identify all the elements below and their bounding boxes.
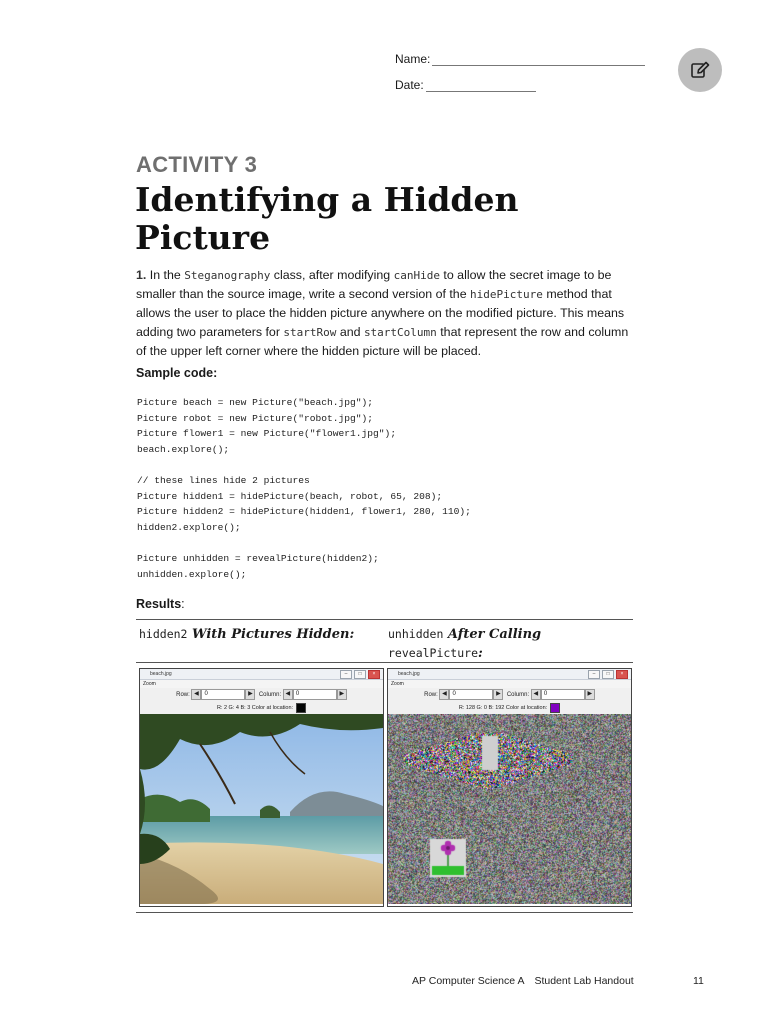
footer-course: AP Computer Science A [412, 975, 525, 987]
beach-image [140, 714, 383, 904]
table-header-rule [136, 662, 633, 663]
code-line: Picture robot = new Picture("robot.jpg"); [137, 412, 374, 424]
question-text: class, after modifying [270, 268, 394, 282]
right-explorer-window [387, 668, 632, 907]
row-input[interactable]: 0 [201, 689, 245, 700]
inline-code: canHide [393, 269, 440, 282]
inline-code: startRow [283, 325, 337, 339]
zoom-menu[interactable]: Zoom [140, 680, 383, 688]
left-column-header [139, 625, 354, 644]
pixel-status [140, 702, 383, 714]
noise-image [388, 714, 631, 904]
close-button[interactable]: × [616, 670, 628, 679]
question-paragraph [136, 266, 636, 360]
row-prev-button[interactable]: ◀ [191, 689, 201, 700]
question-text: that represent the row and column of the upper left corner where the hidden picture will be placed. [136, 324, 629, 358]
minimize-button[interactable]: – [588, 670, 600, 679]
left-header-code: hidden2 [139, 627, 188, 641]
window-titlebar [140, 669, 383, 680]
window-title: beach.jpg [150, 671, 172, 677]
question-number: 1. [136, 268, 147, 282]
code-line: // these lines hide 2 pictures [137, 474, 310, 486]
minimize-button[interactable]: – [340, 670, 352, 679]
pixel-status [388, 702, 631, 714]
code-line: hidden2.explore(); [137, 521, 241, 533]
code-line: Picture hidden2 = hidePicture(hidden1, flower1, 280, 110); [137, 506, 471, 518]
row-column-controls [388, 688, 631, 702]
right-column-header [388, 625, 541, 663]
code-line: Picture beach = new Picture("beach.jpg"); [137, 397, 374, 408]
footer-doc: Student Lab Handout [534, 975, 634, 987]
question-text: and [336, 324, 364, 339]
maximize-button[interactable]: □ [602, 670, 614, 679]
question-text: method that allows the user to place the hidden picture anywhere on the modified picture. This means adding two parameters for [136, 287, 625, 339]
code-line [137, 457, 637, 473]
footer [412, 975, 634, 987]
results-colon: : [181, 597, 185, 611]
color-swatch [550, 703, 560, 713]
code-block [137, 395, 637, 582]
right-header-text: After Calling [443, 627, 542, 642]
inline-code: hidePicture [470, 288, 543, 302]
results-label-text: Results [136, 597, 182, 611]
column-prev-button[interactable]: ◀ [283, 689, 293, 700]
pencil-icon [689, 59, 711, 81]
window-titlebar [388, 669, 631, 680]
column-prev-button[interactable]: ◀ [531, 689, 541, 700]
code-line: unhidden.explore(); [137, 568, 247, 580]
code-line: beach.explore(); [137, 443, 230, 455]
name-field[interactable] [395, 52, 645, 66]
window-title: beach.jpg [398, 671, 420, 677]
right-header-code2: revealPicture [388, 646, 479, 660]
page-title: Identifying a Hidden Picture [135, 180, 519, 257]
column-label: Column: [258, 692, 282, 698]
code-line: Picture unhidden = revealPicture(hidden2); [137, 552, 379, 564]
zoom-menu[interactable]: Zoom [388, 680, 631, 688]
date-field[interactable] [395, 78, 536, 92]
activity-label: ACTIVITY 3 [136, 152, 258, 177]
date-line[interactable] [426, 80, 536, 92]
right-header-colon: : [478, 646, 483, 661]
revealed-noise-canvas [388, 714, 631, 904]
inline-code: Steganography [184, 269, 271, 282]
page-number: 11 [693, 975, 704, 987]
row-label: Row: [176, 692, 190, 698]
beach-photo [140, 714, 383, 904]
row-next-button[interactable]: ▶ [493, 689, 503, 700]
left-header-text: With Pictures Hidden: [187, 627, 355, 642]
maximize-button[interactable]: □ [354, 670, 366, 679]
code-line: Picture flower1 = new Picture("flower1.jpg"); [137, 428, 397, 440]
row-next-button[interactable]: ▶ [245, 689, 255, 700]
code-line: Picture hidden1 = hidePicture(beach, robot, 65, 208); [137, 490, 443, 502]
name-line[interactable] [432, 54, 645, 66]
pixel-status-text: R: 2 G: 4 B: 3 Color at location: [216, 705, 294, 711]
results-label [136, 597, 185, 611]
edit-badge [678, 48, 722, 92]
row-column-controls [140, 688, 383, 702]
color-swatch [296, 703, 306, 713]
name-label: Name: [395, 52, 431, 66]
row-prev-button[interactable]: ◀ [439, 689, 449, 700]
column-label: Column: [506, 692, 530, 698]
right-header-code: unhidden [388, 627, 444, 641]
code-line [137, 535, 637, 551]
row-label: Row: [424, 692, 438, 698]
close-button[interactable]: × [368, 670, 380, 679]
table-bottom-rule [136, 912, 633, 913]
column-input[interactable]: 0 [541, 689, 585, 700]
column-next-button[interactable]: ▶ [337, 689, 347, 700]
inline-code: startColumn [363, 325, 437, 339]
row-input[interactable]: 0 [449, 689, 493, 700]
left-explorer-window [139, 668, 384, 907]
table-top-rule [136, 619, 633, 620]
column-input[interactable]: 0 [293, 689, 337, 700]
question-text: In the [146, 268, 185, 282]
column-next-button[interactable]: ▶ [585, 689, 595, 700]
pixel-status-text: R: 128 G: 0 B: 192 Color at location: [458, 705, 548, 711]
date-label: Date: [395, 78, 424, 92]
question-text: to allow the secret image to be smaller than the source image, write a second version of the [136, 268, 612, 302]
sample-code-label: Sample code: [136, 366, 218, 380]
